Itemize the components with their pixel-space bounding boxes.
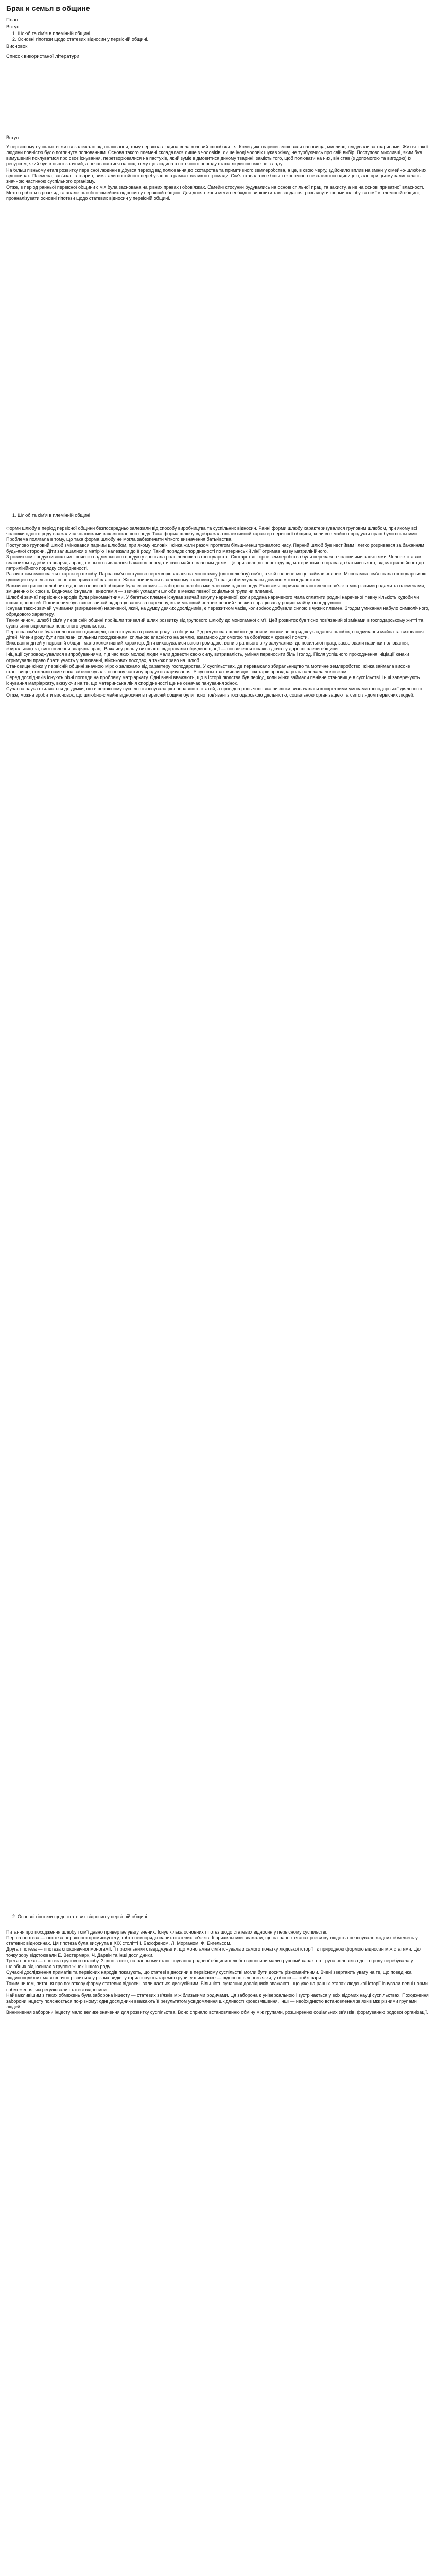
section1-body [6, 526, 430, 698]
conclusions-label: Висновок [6, 44, 28, 49]
paragraph: Поступово груповий шлюб змінювався парним шлюбом, при якому чоловік і жінка жили разом протягом більш-менш тривалого часу. Парний шлюб був нестійким і легко розривався за бажанням будь-якої сторони. Діти залишалися з матір'ю і належали до її роду. Такий порядок спорідненості по материнській лінії отримав назву матрилінійного. [6, 543, 424, 554]
intro-section [6, 144, 430, 202]
paragraph: Виховання дітей у первісній общині мало колективний характер. Діти виховувалися всією громадою, вони з раннього віку залучалися до посильної праці, засвоювали навички полювання, збиральництва, виготовлення знарядь праці. Важливу роль у вихованні відігравали обряди ініціації — посвячення юнаків і дівчат у дорослі члени общини. [6, 640, 409, 652]
paragraph: Третя гіпотеза — гіпотеза групового шлюбу. Згідно з нею, на ранньому етапі існування родової общини шлюбні відносини мали груповий характер: група чоловіків одного роду перебувала у шлюбних відносинах з групою жінок іншого роду. [6, 1958, 413, 1969]
intro-heading: Вступ [6, 135, 19, 140]
paragraph: Разом з тим змінювався і характер шлюбу. Парна сім'я поступово перетворювалася на моногамну (одношлюбну) сім'ю, в якій головне місце займав чоловік. Моногамна сім'я стала господарською одиницею суспільства і основою приватної власності. Жінка опинилася в залежному становищі, її праця обмежувалася домашнім господарством. [6, 571, 427, 583]
paragraph: Таким чином, шлюб і сім'я у первісній общині пройшли тривалий шлях розвитку від групового шлюбу до моногамної сім'ї. Цей розвиток був тісно пов'язаний зі змінами в господарському житті та суспільних відносинах первісного суспільства. [6, 617, 424, 629]
paragraph: Сучасні дослідження приматів та первісних народів показують, що статеві відносини в первісному суспільстві могли бути досить різноманітними. Вчені звертають увагу на те, що поведінка людиноподібних мавп значно різниться у різних видів: у горил існують гаремні групи, у шимпанзе — відносно вільні зв'язки, у гібонів — стійкі пари. [6, 1970, 412, 1981]
paragraph: У первісному суспільстві життя залежало від полювання, тому первісна людина вела кочовий спосіб життя. Коли дикі тварини змінювали пасовища, мисливці слідували за тваринами. Життя такої людини повністю було поглинуте полюванням. Основа такого племені складалася лише з чоловіків, лише іноді чоловік шукав жінку, не турбуючись про свій вибір. Поступово мисливці, яким був вимушений поклуватися про своє існування, перетворювалися на пастухів, який зуміє відмовитися дикому тварині; замість того, щоб полювати на них, він став (з допомогою та вигодою) їх ресурсом, який був в нього значний, а почав пастися на них, тому що людина з поточного періоду стала людиною вже не з ладу. [6, 144, 428, 167]
paragraph: Сучасна наука схиляється до думки, що в первісному суспільстві існувала рівноправність статей, а провідна роль чоловіка чи жінки визначалася конкретними умовами господарської діяльності. [6, 686, 424, 692]
paragraph: З розвитком продуктивних сил і появою надлишкового продукту зростала роль чоловіка в господарстві. Скотарство і орне землеробство були переважно чоловічими заняттями. Чоловік ставав власником худоби та знарядь праці, і в нього з'являлося бажання передати своє майно власним дітям. Це призвело до переходу від материнського права до батьківського, від матрилінійного до патрилінійного порядку спорідненості. [6, 554, 424, 571]
paragraph: Форми шлюбу в період первісної общини безпосередньо залежали від способу виробництва та суспільних відносин. Ранні форми шлюбу характеризувалися груповим шлюбом, при якому всі чоловіки одного роду вважалися чоловіками всіх жінок іншого роду. Така форма шлюбу відображала колективний характер первісної общини, коли все майно і продукти праці були спільними. Проблема полягала в тому, що така форма шлюбу не могла забезпечити чіткого визначення батьківства. [6, 526, 418, 543]
paragraph: Первісна сім'я не була ізольованою одиницею, вона існувала в рамках роду та общини. Рід регулював шлюбні відносини, визначав порядок укладання шлюбів, спадкування майна та виховання дітей. Члени роду були пов'язані спільним походженням, спільною власністю на землю, взаємною допомогою та обов'язком кровної помсти. [6, 629, 424, 640]
plan-item: 2. Основні гіпотези щодо статевих відносин у первісній общині. [18, 37, 430, 42]
paragraph: Отже, можна зробити висновок, що шлюбно-сімейні відносини в первісній общині були тісно пов'язані з господарською діяльністю, соціальною організацією та світоглядом первісних людей. [6, 692, 415, 698]
paragraph: Найважливішим з таких обмежень була заборона інцесту — статевих зв'язків між близькими родичами. Ця заборона є універсальною і зустрічається у всіх відомих науці суспільствах. Походження заборони інцесту пояснюється по-різному: одні дослідники вважають її результатом усвідомлення шкідливості кровозмішення, інші — необхідністю встановлення зв'язків між різними групами людей. [6, 1992, 429, 2010]
paragraph: Отже, в період ранньої первісної общини сім'я була заснована на рівних правах і обов'язках. Сімейні стосунки будувались на основі спільної праці та захисту, а не на основі приватної власності. [6, 184, 424, 190]
paragraph: Становище жінки у первісній общині значною мірою залежало від характеру господарства. У суспільствах, де переважало збиральництво та мотичне землеробство, жінка займала високе становище, оскільки саме вона забезпечувала основну частину продуктів харчування. У суспільствах мисливців і скотарів провідна роль належала чоловікам. [6, 663, 410, 674]
paragraph: На більш пізньому етапі розвитку первісної людини відбувся перехід від полювання до скотарства та примітивного землеробства, а це, в свою чергу, здійснило вплив на зміни у сімейно-шлюбних відносинах. Племена, зав'язані з тварин, вимагали постійного перебування в рамках великого громади. Сім'я ставала все більш економічно незалежною одиницею, але при цьому залишалась значною частиною суспільного організму. [6, 167, 427, 184]
section1-heading: 1. Шлюб та сім'я в племінній общині [6, 513, 430, 518]
section2-heading: 2. Основні гіпотези щодо статевих відносин у первісній общині [6, 1914, 430, 1920]
page-title: Брак и семья в общине [6, 4, 90, 12]
paragraph: Ініціації супроводжувалися випробуваннями, під час яких молоді люди мали довести свою силу, витривалість, уміння переносити біль і голод. Після успішного проходження ініціації юнаки отримували право брати участь у полюванні, військових походах, а також право на шлюб. [6, 652, 409, 663]
paragraph: Таким чином, питання про початкову форму статевих відносин залишається дискусійним. Більшість сучасних дослідників вважають, що уже на ранніх етапах людської історії існували певні норми і обмеження, які регулювали статеві відносини. [6, 1981, 428, 1992]
paragraph: Метою роботи є розгляд та аналіз шлюбно-сімейних відносин у первісній общині. Для досягнення мети необхідно вирішити такі завдання: розглянути форми шлюбу та сім'ї в племінній общині; проаналізувати основні гіпотези щодо статевих відносин у первісній общині. [6, 190, 421, 201]
paragraph: Шлюбні звичаї первісних народів були різноманітними. У багатьох племен існував звичай викупу нареченої, коли родина нареченого мала сплатити родині нареченої певну кількість худоби чи інших цінностей. Поширеним був також звичай відпрацювання за наречену, коли молодий чоловік певний час жив і працював у родині майбутньої дружини. [6, 594, 420, 606]
paragraph: Питання про походження шлюбу і сім'ї давно привертає увагу вчених. Існує кілька основних гіпотез щодо статевих відносин у первісному суспільстві. [6, 1929, 328, 1935]
paragraph: Перша гіпотеза — гіпотеза первісного промискуїтету, тобто невпорядкованих статевих зв'язків. Її прихильники вважали, що на ранніх етапах розвитку людства не існувало жодних обмежень у статевих відносинах. Ця гіпотеза була висунута в XIX столітті І. Бахофеном, Л. Морганом, Ф. Енгельсом. [6, 1935, 418, 1946]
paragraph: Друга гіпотеза — гіпотеза споконвічної моногамії. Її прихильники стверджували, що моногамна сім'я існувала з самого початку людської історії і є природною формою відносин між статями. Цю точку зору відстоювали Е. Вестермарк, Ч. Дарвін та інші дослідники. [6, 1946, 421, 1958]
paragraph: Важливою рисою шлюбних відносин первісної общини була екзогамія — заборона шлюбів між членами одного роду. Екзогамія сприяла встановленню зв'язків між різними родами та племенами, зміцненню їх союзів. Водночас існувала і ендогамія — звичай укладати шлюби в межах певної соціальної групи чи племені. [6, 583, 425, 594]
section2-body [6, 1929, 430, 2015]
references-label: Список використаної літератури [6, 54, 80, 59]
plan-item: 1. Шлюб та сім'я в племінній общині. [18, 31, 430, 37]
plan-label: План [6, 17, 18, 23]
plan-list [6, 31, 430, 42]
paragraph: Виникнення заборони інцесту мало велике значення для розвитку суспільства. Воно сприяло встановленню обміну між групами, розширенню соціальних зв'язків, формуванню родової організації. [6, 2010, 428, 2015]
paragraph: Існував також звичай умикання (викрадення) нареченої, який, на думку деяких дослідників, є пережитком часів, коли жінок добували силою з чужих племен. Згодом умикання набуло символічного, обрядового характеру. [6, 606, 430, 617]
intro-label: Вступ [6, 24, 20, 30]
paragraph: Серед дослідників існують різні погляди на проблему матріархату. Одні вчені вважають, що в історії людства був період, коли жінки займали панівне становище в суспільстві. Інші заперечують існування матріархату, вказуючи на те, що материнська лінія спорідненості ще не означає панування жінок. [6, 675, 420, 686]
